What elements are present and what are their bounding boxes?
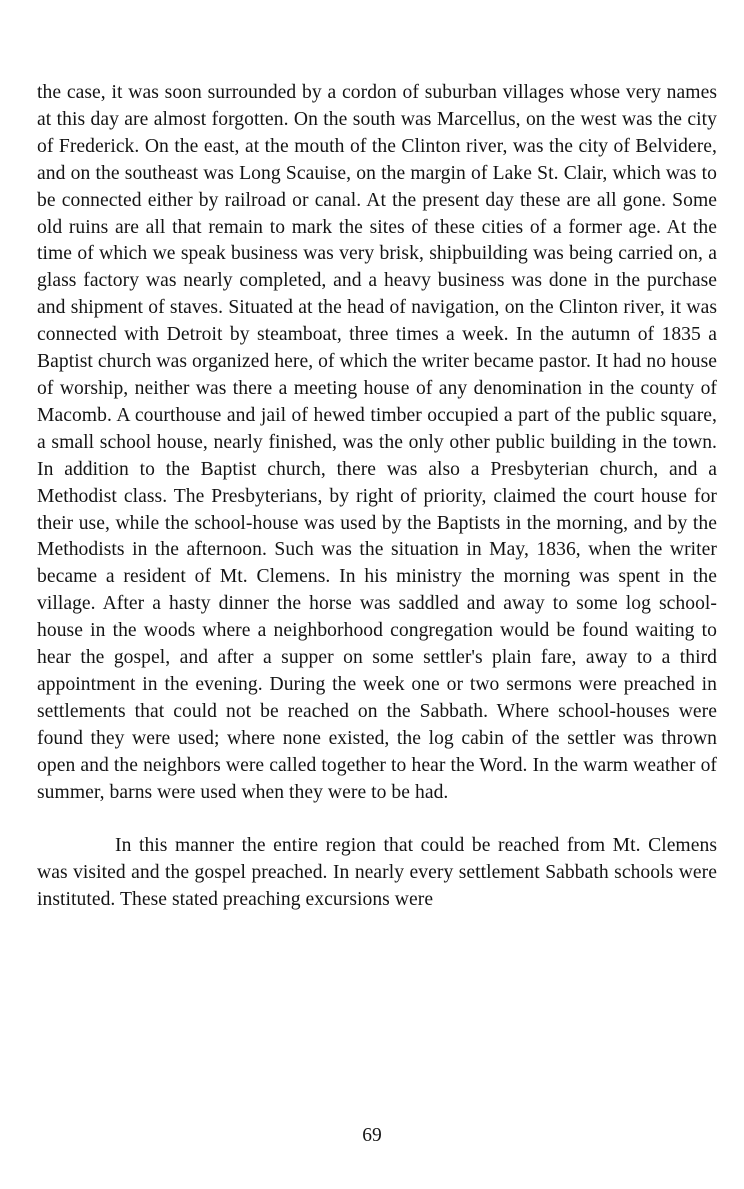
paragraph-mt-clemens-region: In this manner the entire region that could be reached from Mt. Clemens was visited and the gospel preached. In nearly every settlement Sabbath schools were instituted. These stated preaching excursions were (37, 835, 717, 911)
paragraph-continuation: the case, it was soon surrounded by a cordon of suburban villages whose very names at this day are almost forgotten. On the south was Marcellus, on the west was the city of Frederick. On the east, at the mouth of the Clinton river, was the city of Belvidere, and on the southeast was Long Scauise, on the margin of Lake St. Clair, which was to be connected either by railroad or canal. At the present day these are all gone. Some old ruins are all that remain to mark the sites of these cities of a former age. At the time of which we speak business was very brisk, shipbuilding was being carried on, a glass factory was nearly completed, and a heavy business was done in the purchase and shipment of staves. Situated at the head of navigation, on the Clinton river, it was connected with Detroit by steamboat, three times a week. In the autumn of 1835 a Baptist church was organized here, of which the writer became pastor. It had no house of worship, neither was there a meeting house of any denomination in the county of Macomb. A courthouse and jail of hewed timber occupied a part of the public square, a small school house, nearly finished, was the only other public building in the town. In addition to the Baptist church, there was also a Presbyterian church, and a Methodist class. The Presbyterians, by right of priority, claimed the court house for their use, while the school-house was used by the Baptists in the morning, and by the Methodists in the afternoon. Such was the situation in May, 1836, when the writer became a resident of Mt. Clemens. In his ministry the morning was spent in the village. After a hasty dinner the horse was saddled and away to some log school-house in the woods where a neighborhood congregation would be found waiting to hear the gospel, and after a supper on some settler's plain fare, away to a third appointment in the evening. During the week one or two sermons were preached in settlements that could not be reached on the Sabbath. Where school-houses were found they were used; where none existed, the log cabin of the settler was thrown open and the neighbors were called together to hear the Word. In the warm weather of summer, barns were used when they were to be had. (37, 82, 717, 803)
page-number: 69 (362, 1125, 382, 1146)
page-body (37, 80, 717, 914)
